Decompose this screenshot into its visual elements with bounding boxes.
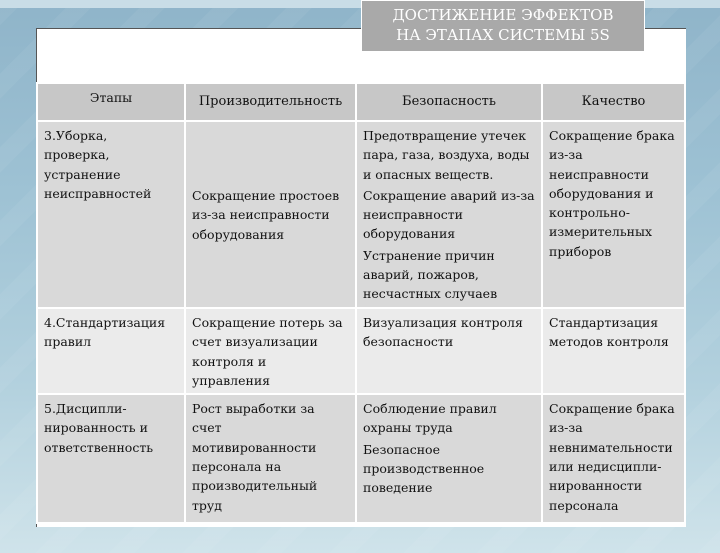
quality-cell: Стандартизация методов контроля (542, 308, 685, 394)
table-row (37, 308, 685, 394)
effects-table (36, 82, 686, 524)
safety-cell (356, 308, 542, 394)
header-stages: Этапы (37, 83, 185, 121)
productivity-cell: Сокращение простоев из-за неисправности оборудования (185, 121, 356, 308)
safety-cell (356, 121, 542, 308)
productivity-cell: Сокращение потерь за счет визуализации контроля и управления (185, 308, 356, 394)
safety-item: Устранение причин аварий, пожаров, несчастных случаев (363, 247, 498, 302)
slide-title-line-2: НА ЭТАПАХ СИСТЕМЫ 5S (396, 26, 610, 44)
safety-item: Сокращение аварий из-за неисправности оборудования (363, 187, 535, 242)
safety-item: Предотвращение утечек пара, газа, воздуха, воды и опасных веществ. (363, 128, 530, 182)
safety-item: Безопасное производственное поведение (363, 441, 485, 496)
header-safety: Безопасность (356, 83, 542, 121)
slide-title (361, 0, 645, 52)
stage-cell: 3.Уборка, проверка, устранение неисправностей (37, 121, 185, 308)
stage-cell: 4.Стандартизация правил (37, 308, 185, 394)
table-row (37, 394, 685, 523)
table-row (37, 121, 685, 308)
table-header-row (37, 83, 685, 121)
safety-item: Визуализация контроля безопасности (363, 315, 523, 350)
quality-cell: Сокращение брака из-за неисправности оборудования и контрольно- измерительных приборов (542, 121, 685, 308)
productivity-cell: Рост выработки за счет мотивированности персонала на производительный труд (185, 394, 356, 523)
header-productivity: Производительность (185, 83, 356, 121)
safety-cell (356, 394, 542, 523)
safety-item: Соблюдение правил охраны труда (363, 401, 497, 436)
stage-cell: 5.Дисципли- нированность и ответственность (37, 394, 185, 523)
slide-title-line-1: ДОСТИЖЕНИЕ ЭФФЕКТОВ (392, 6, 614, 24)
quality-cell: Сокращение брака из-за невнимательности или недисципли- нированности персонала (542, 394, 685, 523)
header-quality: Качество (542, 83, 685, 121)
